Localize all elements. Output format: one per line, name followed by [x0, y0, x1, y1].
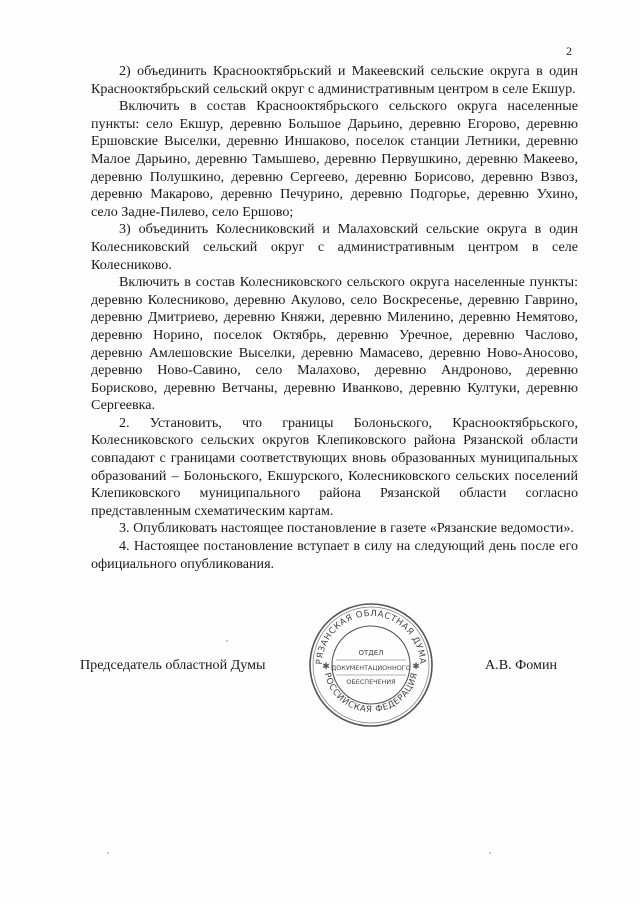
paragraph-kolesnikovsky-settlements: Включить в состав Колесниковского сельского округа населенные пункты: деревню Колесниково, деревню Акулово, село Воскресенье, деревню Гаврино, деревню Дмитриево, деревню Княжи, деревню Миленино, деревню Немятово, деревню Норино, поселок Октябрь, деревню Уречное, деревню Часлово, деревню Амлешовские Выселки, деревню Мамасево, деревню Ново-Аносово, деревню Ново-Савино, село Малахово, деревню Андроново, деревню Борисково, деревню Ветчаны, деревню Иванково, деревню Култуки, деревню Сергеевка. — [91, 274, 578, 414]
seal-ring-bottom-text: РОССИЙСКАЯ ФЕДЕРАЦИЯ — [321, 671, 421, 716]
seal-center-line-1: ОТДЕЛ — [358, 649, 384, 657]
paragraph-clause-4-effective: 4. Настоящее постановление вступает в силу на следующий день после его официального опубликования. — [91, 538, 578, 572]
paragraph-krasnooktyabrsky-settlements: Включить в состав Краснооктябрьского сельского округа населенные пункты: село Екшур, деревню Большое Дарьино, деревню Егорово, деревню Ершовские Выселки, деревню Иншаково, поселок станции Летники, деревню Малое Дарьино, деревню Тамышево, деревню Первушкино, деревню Макеево, деревню Полушкино, деревню Сергеево, деревню Борисово, деревню Взвоз, деревню Макарово, деревню Печурино, деревню Подгорье, деревню Ухино, село Задне-Пилево, село Ершово; — [91, 98, 578, 220]
seal-star-left: ✱ — [322, 662, 330, 672]
paragraph-clause-3-publish: 3. Опубликовать настоящее постановление в газете «Рязанские ведомости». — [119, 520, 574, 537]
scan-speck — [489, 852, 491, 854]
paragraph-item-2-merge: 2) объединить Краснооктябрьский и Макеевский сельские округа в один Краснооктябрьский сельский округ с административным центром в селе Екшур. — [91, 63, 578, 97]
official-seal-stamp — [306, 600, 436, 730]
document-body — [91, 63, 578, 573]
seal-center-line-3: ОБЕСПЕЧЕНИЯ — [346, 678, 396, 686]
paragraph-item-3-merge: 3) объединить Колесниковский и Малаховский сельские округа в один Колесниковский сельский округ с административным центром в селе Колесниково. — [91, 221, 578, 273]
scan-speck — [107, 852, 109, 854]
seal-ring-top-text: РЯЗАНСКАЯ ОБЛАСТНАЯ ДУМА — [314, 608, 428, 665]
seal-star-right: ✱ — [412, 662, 420, 672]
seal-center-line-2: ДОКУМЕНТАЦИОННОГО — [331, 664, 411, 672]
signatory-name: А.В. Фомин — [485, 657, 558, 673]
page-number: 2 — [566, 44, 572, 58]
paragraph-clause-2-boundaries: 2. Установить, что границы Болоньского, Краснооктябрьского, Колесниковского сельских округов Клепиковского района Рязанской области совпадают с границами соответствующих вновь образованных муниципальных образований – Болоньского, Екшурского, Колесниковского сельских поселений Клепиковского муниципального района Рязанской области согласно представленным схематическим картам. — [91, 414, 578, 519]
scan-speck — [226, 640, 228, 642]
signatory-title: Председатель областной Думы — [80, 657, 266, 673]
